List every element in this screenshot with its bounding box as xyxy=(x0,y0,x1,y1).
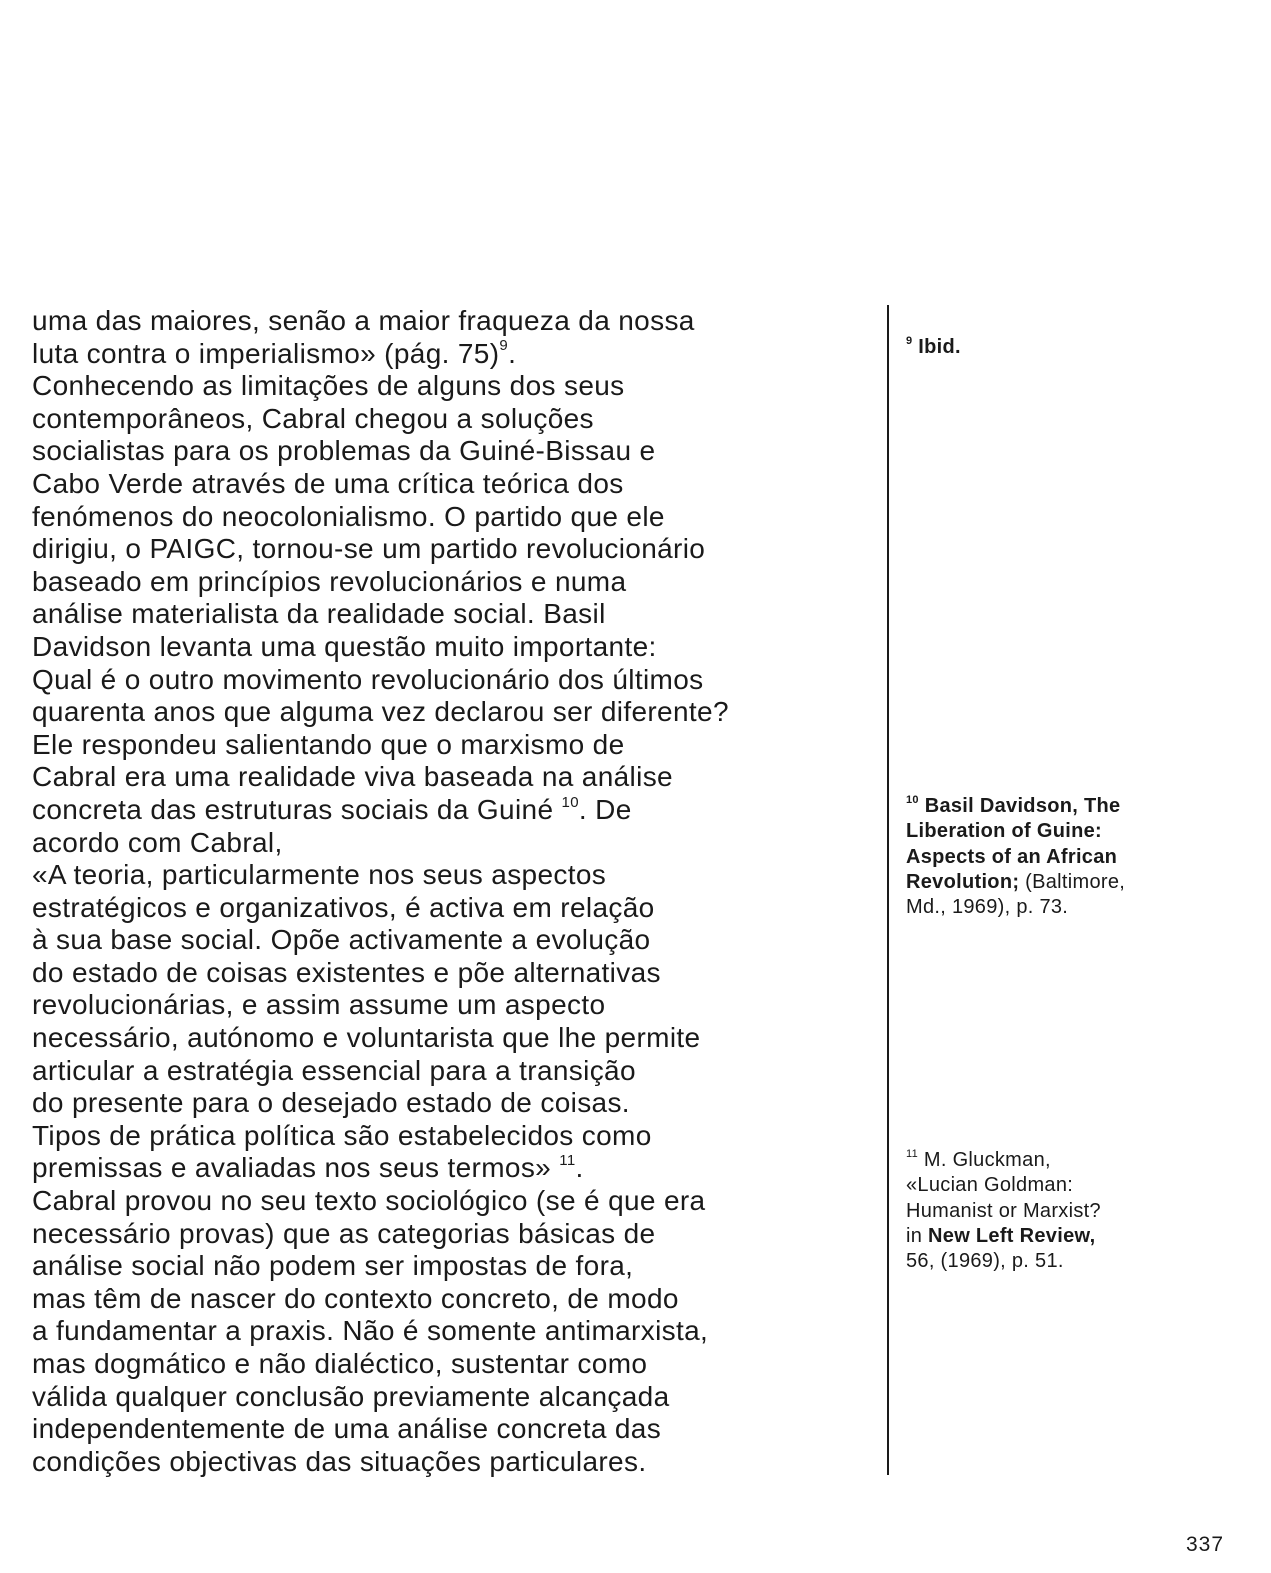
text-line xyxy=(32,827,882,860)
footnote-10 xyxy=(906,794,1206,920)
footnote-11-line-4-journal: New Left Review, xyxy=(928,1224,1096,1247)
footnote-11-line-5: 56, (1969), p. 51. xyxy=(906,1250,1064,1273)
text-line-content: independentemente de uma análise concreta das xyxy=(32,1413,662,1445)
text-line-tail: . xyxy=(508,337,517,369)
text-line-content: Qual é o outro movimento revolucionário dos últimos xyxy=(32,663,704,695)
text-line xyxy=(32,435,882,468)
text-line xyxy=(32,501,882,534)
text-line xyxy=(32,1283,882,1316)
text-line xyxy=(32,1185,882,1218)
text-line-content: Davidson levanta uma questão muito importante: xyxy=(32,630,657,662)
page-number: 337 xyxy=(1186,1533,1225,1556)
text-line xyxy=(32,957,882,990)
text-line-content: válida qualquer conclusão previamente alcançada xyxy=(32,1380,670,1412)
footnote-reference: 9 xyxy=(499,337,509,355)
text-line xyxy=(32,598,882,631)
text-line xyxy=(32,403,882,436)
text-line xyxy=(32,1087,882,1120)
text-line xyxy=(32,1120,882,1153)
footnote-10-line-4-rest: (Baltimore, xyxy=(1019,870,1126,893)
text-line xyxy=(32,1413,882,1446)
text-line xyxy=(32,1152,882,1185)
text-line xyxy=(32,892,882,925)
text-line xyxy=(32,859,882,892)
text-line-content: análise social não podem ser impostas de fora, xyxy=(32,1250,634,1282)
text-line xyxy=(32,1022,882,1055)
text-line xyxy=(32,566,882,599)
footnote-11-line-3: Humanist or Marxist? xyxy=(906,1199,1101,1222)
text-line xyxy=(32,696,882,729)
text-line xyxy=(32,664,882,697)
text-line xyxy=(32,1315,882,1348)
footnote-reference: 11 xyxy=(559,1152,576,1170)
text-line-content: necessário, autónomo e voluntarista que lhe permite xyxy=(32,1022,701,1054)
text-line xyxy=(32,305,882,338)
footnote-10-line-3: Aspects of an African xyxy=(906,845,1118,868)
text-line xyxy=(32,631,882,664)
text-line-content: do estado de coisas existentes e põe alternativas xyxy=(32,956,661,988)
footnote-10-line-5: Md., 1969), p. 73. xyxy=(906,896,1069,919)
footnote-11 xyxy=(906,1148,1206,1274)
footnote-11-line-4-pre: in xyxy=(906,1224,929,1247)
footnote-9-number: 9 xyxy=(906,335,913,348)
text-line-content: revolucionárias, e assim assume um aspecto xyxy=(32,989,606,1021)
text-line xyxy=(32,989,882,1022)
text-line-content: fenómenos do neocolonialismo. O partido que ele xyxy=(32,500,665,532)
footnote-11-line-2: «Lucian Goldman: xyxy=(906,1174,1074,1197)
text-line-content: mas têm de nascer do contexto concreto, de modo xyxy=(32,1282,679,1314)
text-line-content: análise materialista da realidade social. Basil xyxy=(32,598,606,630)
text-line xyxy=(32,370,882,403)
text-line-content: condições objectivas das situações particulares. xyxy=(32,1445,647,1477)
text-line-content: Cabral era uma realidade viva baseada na análise xyxy=(32,761,673,793)
text-line-content: premissas e avaliadas nos seus termos» xyxy=(32,1152,560,1184)
footnote-10-number: 10 xyxy=(906,794,919,807)
text-line-content: a fundamentar a praxis. Não é somente antimarxista, xyxy=(32,1315,709,1347)
text-line xyxy=(32,924,882,957)
footnote-10-line-1: Basil Davidson, The xyxy=(924,795,1121,817)
text-line-content: Cabral provou no seu texto sociológico (se é que era xyxy=(32,1185,706,1217)
text-line-content: «A teoria, particularmente nos seus aspectos xyxy=(32,859,607,891)
text-line xyxy=(32,338,882,371)
text-line-content: Tipos de prática política são estabelecidos como xyxy=(32,1119,652,1151)
text-line xyxy=(32,729,882,762)
text-line-tail: . xyxy=(575,1152,584,1184)
text-line xyxy=(32,1348,882,1381)
footnote-11-line-1: M. Gluckman, xyxy=(923,1149,1051,1171)
text-line-content: estratégicos e organizativos, é activa em relação xyxy=(32,891,655,923)
text-line-content: acordo com Cabral, xyxy=(32,826,283,858)
text-line-content: contemporâneos, Cabral chegou a soluções xyxy=(32,402,594,434)
column-divider xyxy=(887,305,889,1475)
text-line-tail: . De xyxy=(578,793,632,825)
text-line-content: à sua base social. Opõe activamente a evolução xyxy=(32,924,651,956)
footnote-11-number: 11 xyxy=(906,1148,919,1161)
text-line xyxy=(32,761,882,794)
text-line xyxy=(32,1446,882,1479)
footnote-10-line-4-title: Revolution; xyxy=(906,870,1020,893)
text-line-content: do presente para o desejado estado de coisas. xyxy=(32,1087,630,1119)
text-line-content: uma das maiores, senão a maior fraqueza da nossa xyxy=(32,305,695,336)
text-line-content: dirigiu, o PAIGC, tornou-se um partido revolucionário xyxy=(32,533,706,565)
text-line xyxy=(32,468,882,501)
text-line-content: luta contra o imperialismo» (pág. 75) xyxy=(32,337,500,369)
text-line-content: Cabo Verde através de uma crítica teórica dos xyxy=(32,467,624,499)
footnote-10-line-2: Liberation of Guine: xyxy=(906,820,1102,843)
footnote-9-text: Ibid. xyxy=(918,336,961,358)
text-line-content: necessário provas) que as categorias básicas de xyxy=(32,1217,656,1249)
text-line xyxy=(32,1218,882,1251)
text-line-content: concreta das estruturas sociais da Guiné xyxy=(32,793,562,825)
text-line-content: mas dogmático e não dialéctico, sustentar como xyxy=(32,1348,648,1379)
main-body-text xyxy=(32,305,882,1478)
text-line-content: baseado em princípios revolucionários e numa xyxy=(32,565,627,597)
text-line-content: articular a estratégia essencial para a transição xyxy=(32,1054,636,1086)
text-line-content: Ele respondeu salientando que o marxismo de xyxy=(32,728,625,760)
text-line xyxy=(32,1381,882,1414)
footnote-9 xyxy=(906,335,1206,360)
text-line-content: quarenta anos que alguma vez declarou ser diferente? xyxy=(32,696,729,728)
text-line xyxy=(32,1250,882,1283)
text-line-content: socialistas para os problemas da Guiné-Bissau e xyxy=(32,435,656,467)
text-line xyxy=(32,1055,882,1088)
text-line xyxy=(32,533,882,566)
text-line-content: Conhecendo as limitações de alguns dos seus xyxy=(32,370,625,402)
text-line xyxy=(32,794,882,827)
footnote-reference: 10 xyxy=(561,793,579,811)
